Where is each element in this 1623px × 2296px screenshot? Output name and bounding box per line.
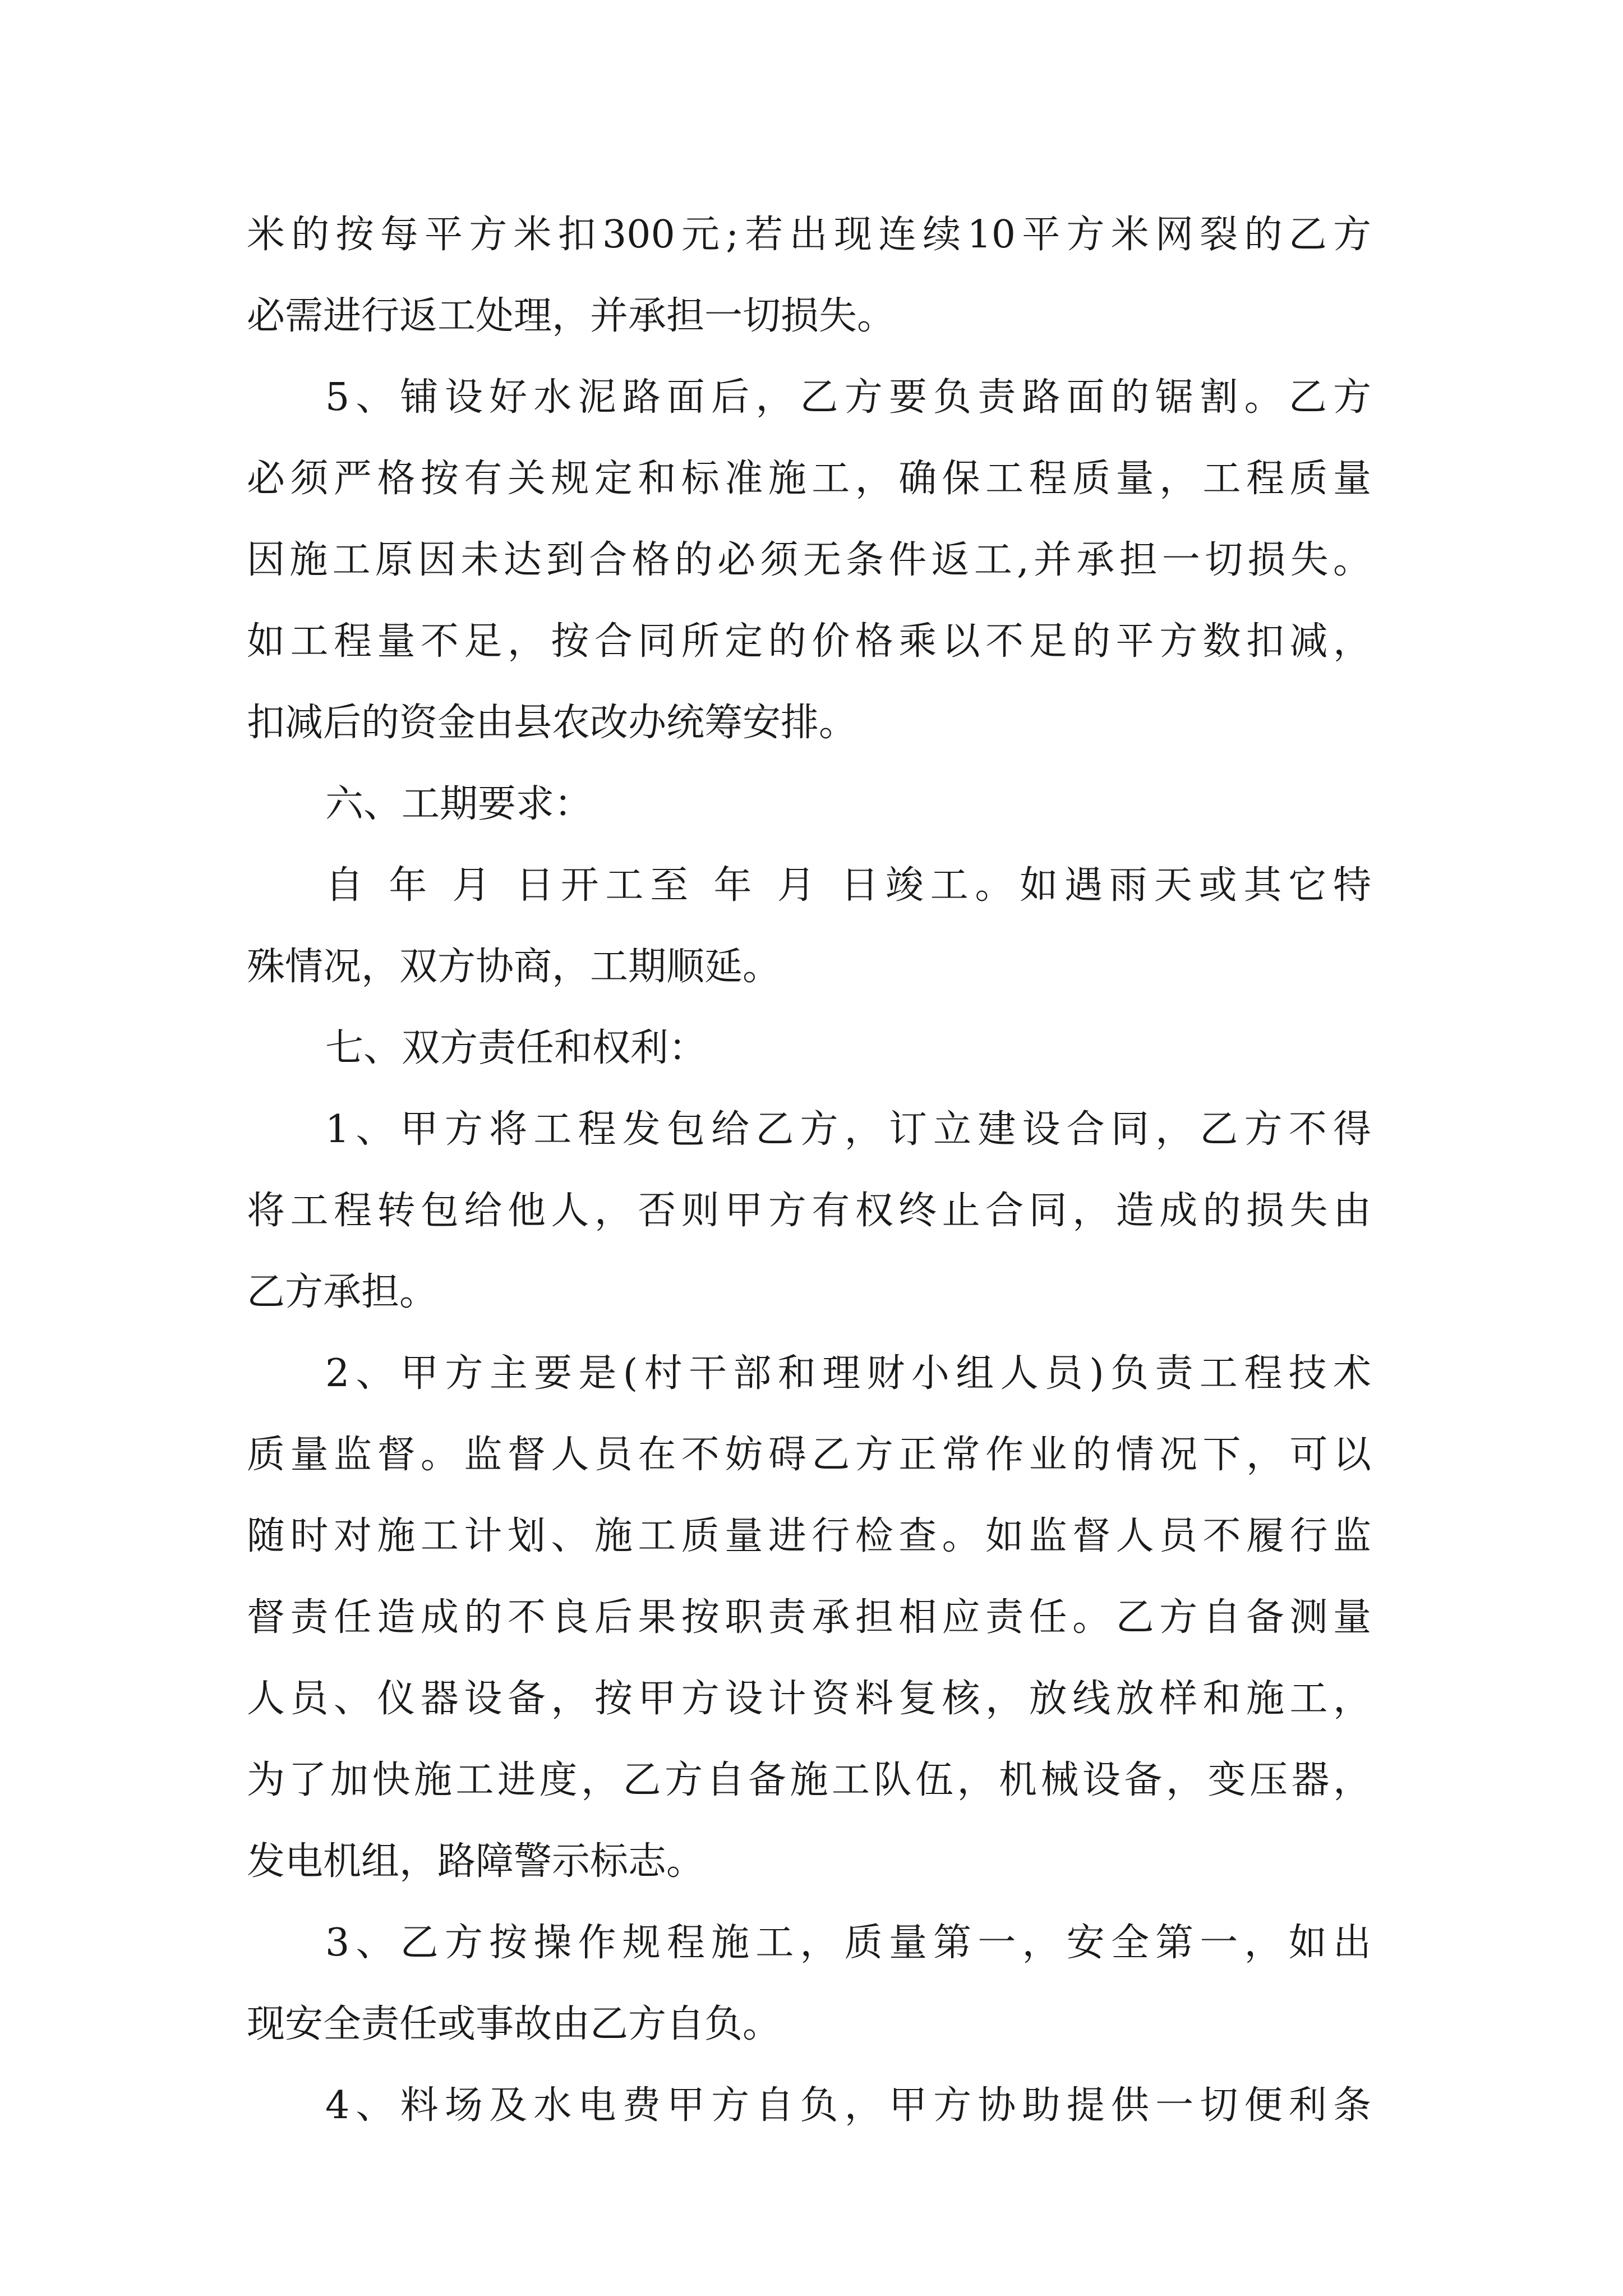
text-line: 2、甲方主要是(村干部和理财小组人员)负责工程技术 (325, 1351, 1371, 1396)
section-heading: 七、双方责任和权利： (325, 1026, 707, 1070)
text-line: 殊情况，双方协商，工期顺延。 (247, 945, 781, 989)
text-line: 必需进行返工处理，并承担一切损失。 (247, 294, 896, 338)
text-line: 督责任造成的不良后果按职责承担相应责任。乙方自备测量 (247, 1595, 1371, 1640)
text-line: 发电机组，路障警示标志。 (247, 1839, 705, 1884)
text-line: 1、甲方将工程发包给乙方，订立建设合同，乙方不得 (325, 1107, 1371, 1152)
text-line: 将工程转包给他人，否则甲方有权终止合同，造成的损失由 (247, 1189, 1371, 1233)
text-line: 人员、仪器设备，按甲方设计资料复核，放线放样和施工， (247, 1677, 1371, 1721)
text-line: 因施工原因未达到合格的必须无条件返工,并承担一切损失。 (247, 538, 1371, 582)
text-line: 如工程量不足，按合同所定的价格乘以不足的平方数扣减， (247, 619, 1371, 664)
text-line: 质量监督。监督人员在不妨碍乙方正常作业的情况下，可以 (247, 1433, 1371, 1477)
section-heading: 六、工期要求： (325, 782, 593, 826)
text-line: 扣减后的资金由县农改办统筹安排。 (247, 701, 857, 745)
text-line: 现安全责任或事故由乙方自负。 (247, 2002, 781, 2046)
text-line: 米的按每平方米扣300元;若出现连续10平方米网裂的乙方 (247, 213, 1371, 257)
text-line: 随时对施工计划、施工质量进行检查。如监督人员不履行监 (247, 1514, 1371, 1558)
text-line: 5、铺设好水泥路面后，乙方要负责路面的锯割。乙方 (325, 375, 1371, 420)
text-line: 乙方承担。 (247, 1270, 438, 1314)
text-line: 4、料场及水电费甲方自负，甲方协助提供一切便利条 (325, 2083, 1371, 2128)
text-line: 为了加快施工进度，乙方自备施工队伍，机械设备，变压器， (247, 1758, 1371, 1802)
text-line: 必须严格按有关规定和标准施工，确保工程质量，工程质量 (247, 457, 1371, 501)
text-line: 自 年 月 日开工至 年 月 日竣工。如遇雨天或其它特 (325, 863, 1371, 908)
text-line: 3、乙方按操作规程施工，质量第一，安全第一，如出 (325, 1921, 1371, 1965)
